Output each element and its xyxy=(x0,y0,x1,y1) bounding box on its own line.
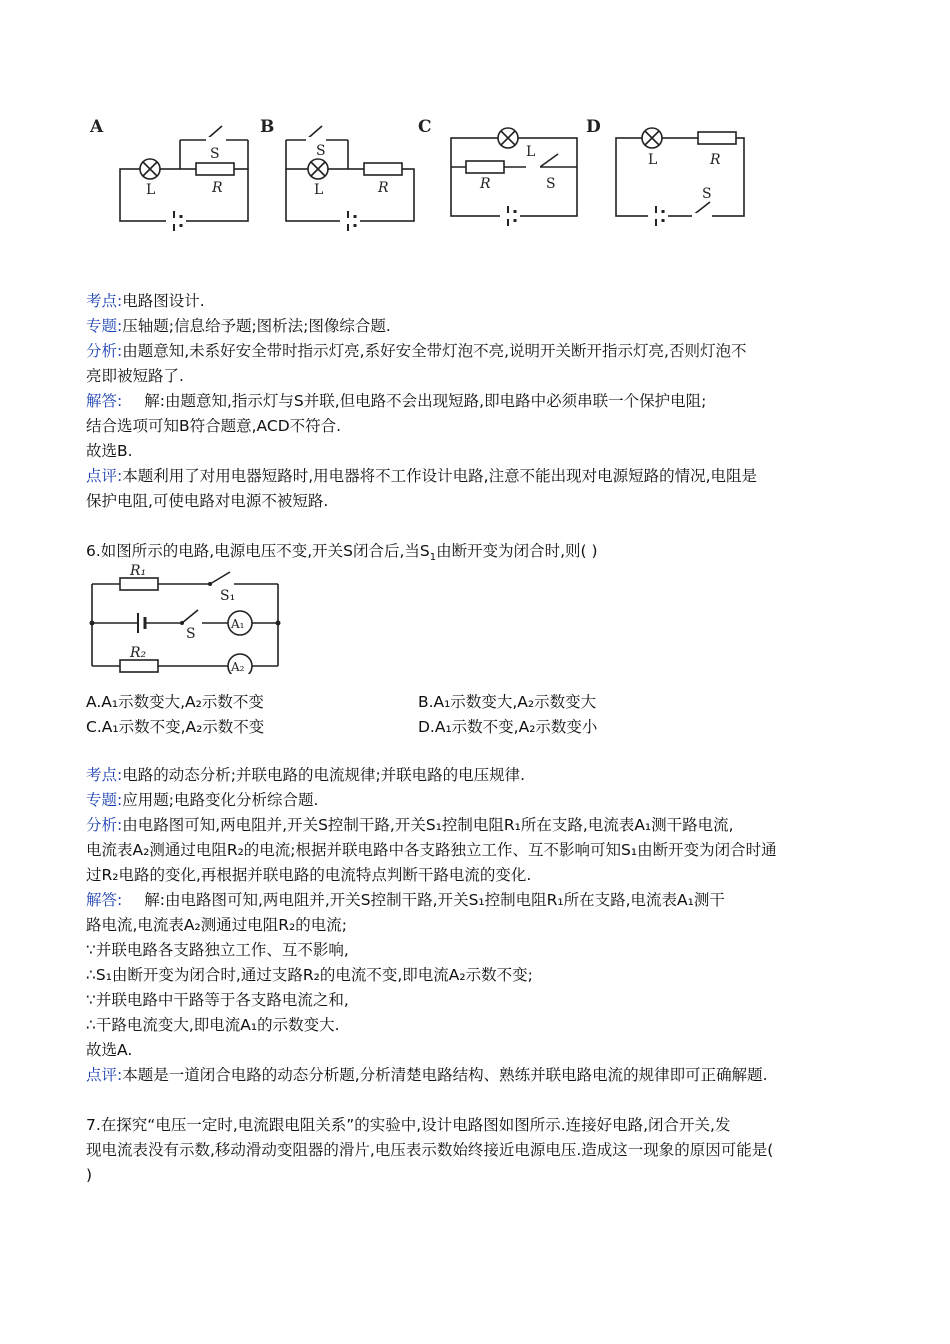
label-r1: R₁ xyxy=(130,563,147,579)
q5-fenxi xyxy=(86,339,746,364)
circuit-a xyxy=(120,126,248,231)
q5-jieda-cont: 结合选项可知B符合题意,ACD不符合. xyxy=(86,417,342,435)
q5-answer: 故选B. xyxy=(86,442,133,460)
dianping-label: 点评: xyxy=(86,467,123,485)
label-r2: R₂ xyxy=(130,645,147,661)
q6-circuit-figure xyxy=(86,562,286,674)
q5-jieda xyxy=(86,389,706,414)
label-a2: A₂ xyxy=(231,660,245,674)
panel-letter-a: A xyxy=(90,117,104,137)
label-l: L xyxy=(146,182,156,198)
circuit-options-figure xyxy=(86,112,766,242)
q6-answer: 故选A. xyxy=(86,1041,133,1059)
zhuanti-label: 专题: xyxy=(86,791,123,809)
jieda-label: 解答: xyxy=(86,392,123,410)
fenxi-label: 分析: xyxy=(86,816,123,834)
label-r: R xyxy=(480,176,491,192)
dianping-label: 点评: xyxy=(86,1066,123,1084)
label-s: S xyxy=(186,626,196,642)
q6-dianping xyxy=(86,1063,768,1088)
jieda-text: 解:由电路图可知,两电阻并,开关S控制干路,开关S₁控制电阻R₁所在支路,电流表A₁测干 xyxy=(144,891,725,909)
jieda-text: 解:由题意知,指示灯与S并联,但电路不会出现短路,即电路中必须串联一个保护电阻; xyxy=(144,392,707,410)
q6-jieda-cont: ∵并联电路中干路等于各支路电流之和, xyxy=(86,991,349,1009)
label-r: R xyxy=(212,180,223,196)
panel-letter-d: D xyxy=(586,117,601,137)
zhuanti-label: 专题: xyxy=(86,317,123,335)
label-s: S xyxy=(316,143,326,159)
q6-jieda xyxy=(86,888,725,913)
q6-fenxi-cont: 过R₂电路的变化,再根据并联电路的电流特点判断干路电流的变化. xyxy=(86,866,532,884)
q6-stem-part: 6.如图所示的电路,电源电压不变,开关S闭合后,当S xyxy=(86,542,430,560)
kaodian-text: 电路的动态分析;并联电路的电流规律;并联电路的电压规律. xyxy=(122,766,526,784)
q5-kaodian xyxy=(86,289,205,314)
q5-fenxi-cont: 亮即被短路了. xyxy=(86,367,184,385)
kaodian-label: 考点: xyxy=(86,292,123,310)
zhuanti-text: 应用题;电路变化分析综合题. xyxy=(122,791,319,809)
q5-dianping xyxy=(86,464,757,489)
circuit-d xyxy=(616,128,744,226)
q6-stem-part: 由断开变为闭合时,则( ) xyxy=(436,542,598,560)
fenxi-text: 由电路图可知,两电阻并,开关S控制干路,开关S₁控制电阻R₁所在支路,电流表A₁测干路电流, xyxy=(122,816,734,834)
label-r: R xyxy=(710,152,721,168)
q6-zhuanti xyxy=(86,788,318,813)
label-s: S xyxy=(546,176,556,192)
dianping-text: 本题利用了对用电器短路时,用电器将不工作设计电路,注意不能出现对电源短路的情况,电阻是 xyxy=(122,467,758,485)
fenxi-label: 分析: xyxy=(86,342,123,360)
q5-dianping-cont: 保护电阻,可使电路对电源不被短路. xyxy=(86,492,329,510)
label-s1: S₁ xyxy=(220,588,236,604)
q6-jieda-cont: 路电流,电流表A₂测通过电阻R₂的电流; xyxy=(86,916,347,934)
label-a1: A₁ xyxy=(231,617,245,631)
q6-fenxi-cont: 电流表A₂测通过电阻R₂的电流;根据并联电路中各支路独立工作、互不影响可知S₁由断开变为闭合时通 xyxy=(86,841,777,859)
label-r: R xyxy=(378,180,389,196)
q6-option-c[interactable]: C.A₁示数不变,A₂示数不变 xyxy=(86,718,265,736)
q6-stem-sub: 1 xyxy=(429,552,437,564)
q7-stem-cont: 现电流表没有示数,移动滑动变阻器的滑片,电压表示数始终接近电源电压.造成这一现象的原因可能是( xyxy=(86,1141,774,1159)
jieda-label: 解答: xyxy=(86,891,123,909)
q7-stem: 7.在探究“电压一定时,电流跟电阻关系”的实验中,设计电路图如图所示.连接好电路,闭合开关,发 xyxy=(86,1116,731,1134)
q7-stem-cont: ) xyxy=(86,1166,93,1184)
label-s: S xyxy=(702,186,712,202)
q6-option-a[interactable]: A.A₁示数变大,A₂示数不变 xyxy=(86,693,264,711)
panel-letter-c: C xyxy=(418,117,432,137)
dianping-text: 本题是一道闭合电路的动态分析题,分析清楚电路结构、熟练并联电路电流的规律即可正确解题. xyxy=(122,1066,768,1084)
circuit-c xyxy=(451,128,577,226)
q6-jieda-cont: ∴S₁由断开变为闭合时,通过支路R₂的电流不变,即电流A₂示数不变; xyxy=(86,966,533,984)
q6-jieda-cont: ∵并联电路各支路独立工作、互不影响, xyxy=(86,941,349,959)
kaodian-text: 电路图设计. xyxy=(122,292,205,310)
kaodian-label: 考点: xyxy=(86,766,123,784)
label-l: L xyxy=(526,144,536,160)
fenxi-text: 由题意知,未系好安全带时指示灯亮,系好安全带灯泡不亮,说明开关断开指示灯亮,否则灯泡不 xyxy=(122,342,747,360)
q5-zhuanti xyxy=(86,314,391,339)
circuit-b xyxy=(286,126,414,231)
label-l: L xyxy=(648,152,658,168)
label-s: S xyxy=(210,146,220,162)
q6-option-b[interactable]: B.A₁示数变大,A₂示数变大 xyxy=(418,693,597,711)
panel-letter-b: B xyxy=(260,117,275,137)
q6-jieda-cont: ∴干路电流变大,即电流A₁的示数变大. xyxy=(86,1016,340,1034)
zhuanti-text: 压轴题;信息给予题;图析法;图像综合题. xyxy=(122,317,391,335)
label-l: L xyxy=(314,182,324,198)
q6-kaodian xyxy=(86,763,525,788)
q6-option-d[interactable]: D.A₁示数不变,A₂示数变小 xyxy=(418,718,598,736)
q6-fenxi xyxy=(86,813,734,838)
